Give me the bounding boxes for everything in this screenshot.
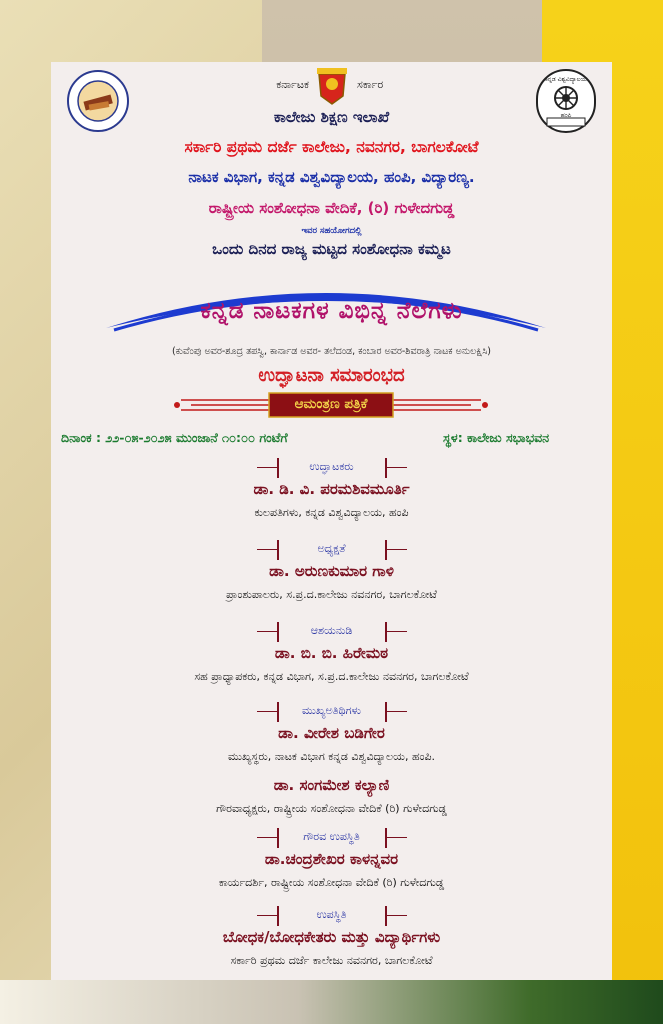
person-name: ಬೋಧಕ/ಬೋಧಕೇತರು ಮತ್ತು ವಿದ್ಯಾರ್ಥಿಗಳು — [222, 928, 441, 946]
person-name: ಡಾ.ಚಂದ್ರಶೇಖರ ಕಾಳನ್ನವರ — [264, 850, 399, 868]
person-designation: ಕಾರ್ಯದರ್ಶಿ, ರಾಷ್ಟ್ರೀಯ ಸಂಶೋಧನಾ ವೇದಿಕೆ (ರಿ) ಗುಳೇದಗುಡ್ಡ — [218, 876, 445, 889]
role-label: ಉಪಸ್ಥಿತಿ — [316, 908, 347, 921]
person-name: ಡಾ. ವೀರೇಶ ಬಡಿಗೇರ — [278, 724, 385, 742]
university-heading: ನಾಟಕ ವಿಭಾಗ, ಕನ್ನಡ ವಿಶ್ವವಿದ್ಯಾಲಯ, ಹಂಪಿ, ವಿದ್ಯಾರಣ್ಯ. — [188, 168, 475, 186]
event-date: ದಿನಾಂಕ : ೨೨-೦೫-೨೦೨೫ ಮುಂಜಾನೆ ೧೦:೦೦ ಗಂಟೆಗೆ — [61, 430, 288, 445]
role-label: ಅಧ್ಯಕ್ಷತೆ — [317, 542, 346, 555]
person-designation: ಸರ್ಕಾರಿ ಪ್ರಥಮ ದರ್ಜೆ ಕಾಲೇಜು ನವನಗರ, ಬಾಗಲಕೋಟೆ — [230, 954, 433, 967]
role-label: ಮುಖ್ಯಅತಿಥಿಗಳು — [301, 704, 362, 717]
role-label: ಆಶಯನುಡಿ — [310, 624, 353, 637]
university-logo-text-bottom: ಹಂಪಿ — [560, 112, 572, 119]
person-name: ಡಾ. ಅರುಣಕುಮಾರ ಗಾಳಿ — [269, 562, 394, 580]
role-label: ಉದ್ಘಾಟಕರು — [309, 460, 354, 473]
person-designation: ಸಹ ಪ್ರಾಧ್ಯಾಪಕರು, ಕನ್ನಡ ವಿಭಾಗ, ಸ.ಪ್ರ.ದ.ಕಾಲೇಜು ನವನಗರ, ಬಾಗಲಕೋಟೆ — [194, 670, 469, 683]
person-name: ಡಾ. ಬಿ. ಬಿ. ಹಿರೇಮಠ — [274, 644, 389, 662]
person-designation: ಕುಲಪತಿಗಳು, ಕನ್ನಡ ವಿಶ್ವವಿದ್ಯಾಲಯ, ಹಂಪಿ — [254, 506, 409, 519]
plays-subtitle: (ಕುವೆಂಪು ಅವರ-ಶೂದ್ರ ತಪಸ್ವಿ, ಕಾರ್ನಾಡ ಅವರ- ತಲೆದಂಡ, ಕಂಬಾರ ಅವರ-ಶಿವರಾತ್ರಿ ನಾಟಕ ಅನುಲಕ್ಷಿಸಿ) — [172, 346, 491, 357]
state-label-right: ಸರ್ಕಾರ — [357, 78, 384, 91]
department-heading: ಕಾಲೇಜು ಶಿಕ್ಷಣ ಇಲಾಖೆ — [273, 108, 390, 126]
invitation-label: ಆಮಂತ್ರಣ ಪತ್ರಿಕೆ — [294, 396, 368, 412]
event-heading: ಒಂದು ದಿನದ ರಾಜ್ಯ ಮಟ್ಟದ ಸಂಶೋಧನಾ ಕಮ್ಮಟ — [212, 240, 451, 258]
invitation-card — [51, 62, 612, 980]
forum-heading: ರಾಷ್ಟ್ರೀಯ ಸಂಶೋಧನಾ ವೇದಿಕೆ, (ರಿ) ಗುಳೇದಗುಡ್ಡ — [208, 199, 455, 217]
background-bottom-strip — [0, 980, 663, 1024]
person-designation: ಮುಖ್ಯಸ್ಥರು, ನಾಟಕ ವಿಭಾಗ ಕನ್ನಡ ವಿಶ್ವವಿದ್ಯಾಲಯ, ಹಂಪಿ. — [227, 750, 435, 763]
ceremony-heading: ಉದ್ಘಾಟನಾ ಸಮಾರಂಭದ — [258, 365, 405, 386]
collaboration-note: ಇವರ ಸಹಯೋಗದಲ್ಲಿ — [301, 226, 362, 236]
college-heading: ಸರ್ಕಾರಿ ಪ್ರಥಮ ದರ್ಜೆ ಕಾಲೇಜು, ನವನಗರ, ಬಾಗಲಕೋಟೆ — [184, 138, 479, 156]
event-venue: ಸ್ಥಳ: ಕಾಲೇಜು ಸಭಾಭವನ — [443, 430, 550, 445]
person-designation: ಪ್ರಾಂಶುಪಾಲರು, ಸ.ಪ್ರ.ದ.ಕಾಲೇಜು ನವನಗರ, ಬಾಗಲಕೋಟೆ — [226, 588, 437, 601]
main-title: ಕನ್ನಡ ನಾಟಕಗಳ ವಿಭಿನ್ನ ನೆಲೆಗಳು — [200, 298, 463, 324]
person-designation: ಗೌರವಾಧ್ಯಕ್ಷರು, ರಾಷ್ಟ್ರೀಯ ಸಂಶೋಧನಾ ವೇದಿಕೆ (ರಿ) ಗುಳೇದಗುಡ್ಡ — [216, 802, 447, 815]
state-label-left: ಕರ್ನಾಟಕ — [276, 78, 309, 91]
person-name: ಡಾ. ಸಂಗಮೇಶ ಕಲ್ಯಾಣಿ — [273, 776, 390, 794]
state-emblem — [313, 66, 351, 106]
university-logo-text-top: ಕನ್ನಡ ವಿಶ್ವವಿದ್ಯಾಲಯ — [545, 76, 587, 83]
role-label: ಗೌರವ ಉಪಸ್ಥಿತಿ — [303, 830, 360, 843]
person-name: ಡಾ. ಡಿ. ವಿ. ಪರಮಶಿವಮೂರ್ತಿ — [253, 480, 410, 498]
